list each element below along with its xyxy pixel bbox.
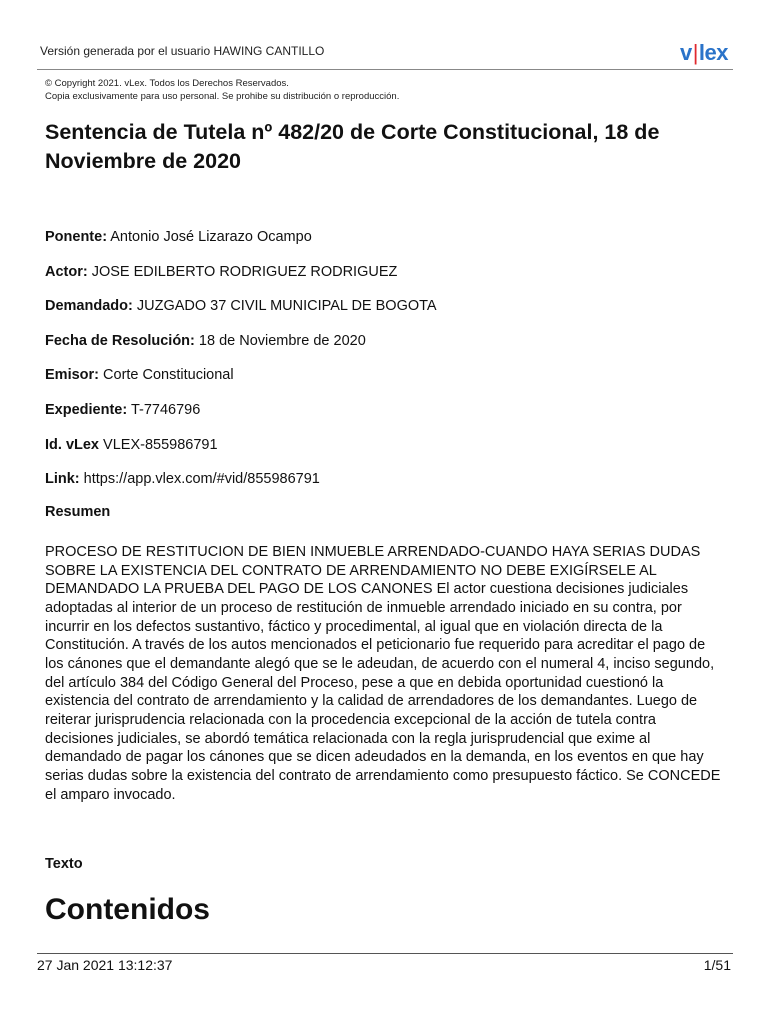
field-label: Actor: xyxy=(45,263,88,280)
copyright-line: Copia exclusivamente para uso personal. Se prohibe su distribución o reproducción. xyxy=(45,91,400,102)
footer-divider xyxy=(37,953,733,954)
field-label: Id. vLex xyxy=(45,436,99,453)
metadata-fields xyxy=(45,227,735,504)
field-label: Demandado: xyxy=(45,298,133,315)
field-fecha-resolucion xyxy=(45,331,735,366)
field-value: Corte Constitucional xyxy=(103,367,234,384)
contenidos-heading: Contenidos xyxy=(45,893,210,926)
field-demandado xyxy=(45,296,735,331)
field-label: Emisor: xyxy=(45,367,99,384)
field-id-vlex xyxy=(45,435,735,470)
field-value: VLEX-855986791 xyxy=(103,436,218,453)
copyright-notice xyxy=(45,77,399,103)
page-header xyxy=(37,40,730,70)
field-value: 18 de Noviembre de 2020 xyxy=(198,332,366,349)
header-divider xyxy=(37,69,733,70)
field-expediente xyxy=(45,400,735,435)
document-link[interactable]: https://app.vlex.com/#vid/855986791 xyxy=(83,471,320,488)
field-label: Expediente: xyxy=(45,401,128,418)
field-ponente xyxy=(45,227,735,262)
vlex-logo: v|lex xyxy=(679,40,728,65)
field-link xyxy=(45,469,735,504)
field-value: JOSE EDILBERTO RODRIGUEZ RODRIGUEZ xyxy=(91,263,398,280)
field-value: JUZGADO 37 CIVIL MUNICIPAL DE BOGOTA xyxy=(136,298,437,315)
field-actor xyxy=(45,262,735,297)
footer-timestamp: 27 Jan 2021 13:12:37 xyxy=(37,957,173,973)
page-number: 1/51 xyxy=(703,957,731,973)
texto-heading: Texto xyxy=(45,856,83,872)
document-title: Sentencia de Tutela nº 482/20 de Corte Constitucional, 18 de Noviembre de 2020 xyxy=(45,120,660,173)
field-label: Ponente: xyxy=(45,229,108,245)
resumen-heading: Resumen xyxy=(45,504,111,520)
field-label: Link: xyxy=(45,471,80,488)
field-emisor xyxy=(45,365,735,400)
resumen-text: PROCESO DE RESTITUCION DE BIEN INMUEBLE ARRENDADO-CUANDO HAYA SERIAS DUDAS SOBRE LA EXISTENCIA DEL CONTRATO DE ARRENDAMIENTO NO DEBE EXIGÍRSELE AL DEMANDADO LA PRUEBA DEL PAGO DE LOS CANONES El actor cuestiona decisiones judiciales adoptadas al interior de un proceso de restitución de inmueble arrendado iniciado en su contra, por incurrir en los defectos sustantivo, fáctico y procedimental, al igual que en violación directa de la Constitución. A través de los autos mencionados el peticionario fue requerido para acreditar el pago de los cánones que el demandante alegó que se le adeudan, de acuerdo con el numeral 4, inciso segundo, del artículo 384 del Código General del Proceso, pese a que en debida oportunidad cuestionó la existencia del contrato de arrendamiento y la calidad de arrendadores de los demandantes. Luego de reiterar jurisprudencia relacionada con la procedencia excepcional de la acción de tutela contra decisiones judiciales, se abordó temática relacionada con la regla jurisprudencial que exime al demandado de pagar los cánones que se dicen adeudados en la demanda, en los eventos en que hay serias dudas sobre la existencia del contrato de arrendamiento como presupuesto fáctico. Se CONCEDE el amparo invocado. xyxy=(45,544,721,803)
field-value: Antonio José Lizarazo Ocampo xyxy=(110,229,312,245)
generated-by-text: Versión generada por el usuario HAWING CANTILLO xyxy=(40,44,325,58)
copyright-line: © Copyright 2021. vLex. Todos los Derechos Reservados. xyxy=(45,78,289,89)
field-value: T-7746796 xyxy=(130,401,201,418)
field-label: Fecha de Resolución: xyxy=(45,332,195,349)
